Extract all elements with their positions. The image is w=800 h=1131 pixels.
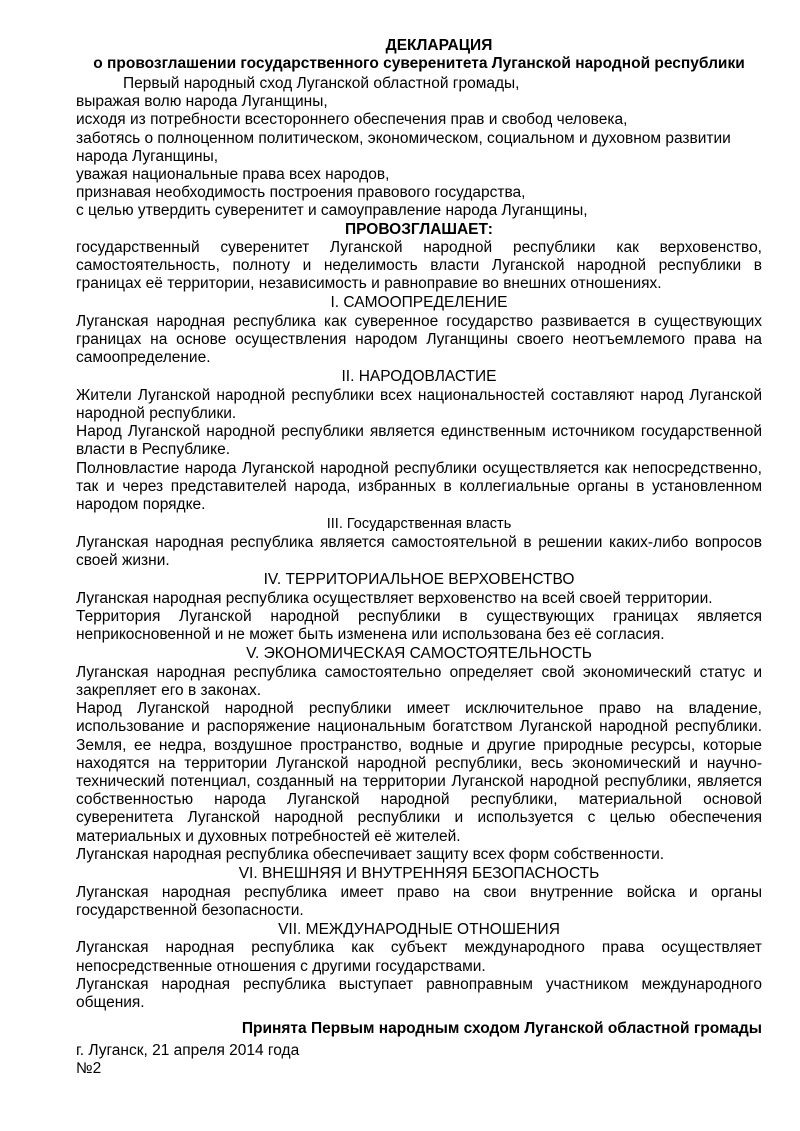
section-paragraph: Луганская народная республика как субъект международного права осуществляет непосредственные отношения с другими государствами.	[76, 939, 762, 975]
section-paragraph: Луганская народная республика осуществляет верховенство на всей своей территории.	[76, 589, 713, 607]
section-heading: VI. ВНЕШНЯЯ И ВНУТРЕННЯЯ БЕЗОПАСНОСТЬ	[238, 865, 600, 883]
section-paragraph: Народ Луганской народной республики является единственным источником государственной власти в Республике.	[76, 423, 762, 459]
section-heading: IV. ТЕРРИТОРИАЛЬНОЕ ВЕРХОВЕНСТВО	[263, 571, 575, 589]
section-heading: II. НАРОДОВЛАСТИЕ	[341, 368, 497, 386]
preamble	[76, 75, 762, 221]
place-and-date: г. Луганск, 21 апреля 2014 года	[76, 1041, 300, 1059]
preamble-line: уважая национальные права всех народов,	[76, 166, 390, 184]
preamble-line: исходя из потребности всестороннего обеспечения прав и свобод человека,	[76, 111, 628, 129]
document-number: №2	[76, 1059, 102, 1077]
intro-paragraph: государственный суверенитет Луганской народной республики как верховенство, самостоятельность, полноту и неделимость власти Луганской народной республики в границах её территории, независимость и равноправие во внешних отношениях.	[76, 238, 762, 293]
section-paragraph: Народ Луганской народной республики имеет исключительное право на владение, использование и распоряжение национальным богатством Луганской народной республики. Земля, ее недра, воздушное пространство, водные и другие природные ресурсы, которые находятся на территории Луганской народной республики, весь экономический и научно-технический потенциал, созданный на территории Луганской народной республики, является собственностью народа Луганской народной республики, материальной основой суверенитета Луганской народной республики и используется с целью обеспечения материальных и духовных потребностей её жителей.	[76, 700, 762, 845]
section-heading: I. САМООПРЕДЕЛЕНИЕ	[330, 294, 508, 312]
section-heading: VII. МЕЖДУНАРОДНЫЕ ОТНОШЕНИЯ	[278, 920, 560, 938]
section-heading: III. Государственная власть	[326, 516, 512, 533]
section-paragraph: Жители Луганской народной республики всех национальностей составляют народ Луганской народной республики.	[76, 386, 762, 423]
adoption-statement: Принята Первым народным сходом Луганской областной громады	[241, 1020, 762, 1038]
section-paragraph: Луганская народная республика самостоятельно определяет свой экономический статус и закрепляет его в законах.	[76, 663, 762, 699]
preamble-line: признавая необходимость построения правового государства,	[76, 184, 526, 202]
section-paragraph: Луганская народная республика является самостоятельной в решении каких-либо вопросов своей жизни.	[76, 533, 762, 569]
preamble-line: Первый народный сход Луганской областной громады,	[123, 75, 520, 92]
proclaim-heading: ПРОВОЗГЛАШАЕТ:	[345, 220, 493, 238]
document-title: ДЕКЛАРАЦИЯ	[385, 37, 493, 54]
section-paragraph: Луганская народная республика выступает равноправным участником международного общения.	[76, 975, 762, 1012]
preamble-line: выражая волю народа Луганщины,	[76, 93, 328, 111]
section-paragraph: Полновластие народа Луганской народной республики осуществляется как непосредственно, так и через представителей народа, избранных в коллегиальные органы в установленном народом порядке.	[76, 459, 762, 514]
section-paragraph: Луганская народная республика имеет право на свои внутренние войска и органы государственной безопасности.	[76, 883, 762, 919]
preamble-line: с целью утвердить суверенитет и самоуправление народа Луганщины,	[76, 202, 588, 220]
section-paragraph: Луганская народная республика как суверенное государство развивается в существующих границах на основе осуществления народом Луганщины своего неотъемлемого права на самоопределение.	[76, 312, 762, 367]
document-subtitle: о провозглашении государственного суверенитета Луганской народной республики	[93, 55, 745, 72]
preamble-line: заботясь о полноценном политическом, экономическом, социальном и духовном развитии народа Луганщины,	[76, 129, 731, 165]
section-paragraph: Луганская народная республика обеспечивает защиту всех форм собственности.	[76, 845, 665, 863]
section-heading: V. ЭКОНОМИЧЕСКАЯ САМОСТОЯТЕЛЬНОСТЬ	[246, 645, 592, 663]
section-paragraph: Территория Луганской народной республики в существующих границах является неприкосновенной и не может быть изменена или использована без её согласия.	[76, 607, 762, 644]
